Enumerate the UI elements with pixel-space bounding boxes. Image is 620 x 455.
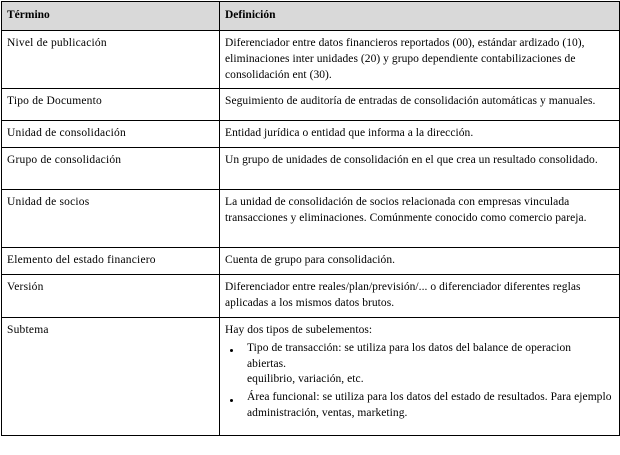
definition-cell: Cuenta de grupo para consolidación. — [220, 248, 620, 275]
bullet-text: Área funcional: se utiliza para los datos del estado de resultados. Para ejemplo administración, ventas, marketing. — [247, 391, 612, 420]
definition-cell: La unidad de consolidación de socios relacionada con empresas vinculada transacciones y eliminaciones. Comúnmente conocido como comercio pareja. — [220, 190, 620, 248]
table-row — [2, 190, 620, 248]
bullet-dot-icon — [230, 349, 233, 352]
definition-cell: Diferenciador entre reales/plan/previsión/... o diferenciador diferentes reglas aplicadas a los mismos datos brutos. — [220, 275, 620, 318]
definition-cell: Diferenciador entre datos financieros reportados (00), estándar ardizado (10), eliminaciones inter unidades (20) y grupo dependiente contabilizaciones de consolidación ent (30). — [220, 30, 620, 89]
table-row — [2, 30, 620, 89]
column-header-term: Término — [2, 2, 220, 31]
term-cell: Versión — [2, 275, 220, 318]
definition-cell: Un grupo de unidades de consolidación en el que crea un resultado consolidado. — [220, 148, 620, 190]
term-cell: Nivel de publicación — [2, 30, 220, 89]
definition-intro: Hay dos tipos de subelementos: — [225, 323, 373, 336]
term-cell: Unidad de consolidación — [2, 121, 220, 148]
table-row — [2, 148, 620, 190]
table-row — [2, 89, 620, 121]
term-cell: Subtema — [2, 317, 220, 435]
document-page — [0, 1, 620, 455]
list-item — [225, 341, 613, 389]
definition-cell — [220, 317, 620, 435]
bullet-dot-icon — [230, 399, 233, 402]
bullet-text: Tipo de transacción: se utiliza para los datos del balance de operacion abiertas. — [247, 341, 572, 370]
glossary-table — [1, 1, 620, 436]
bullet-subtext: equilibrio, variación, etc. — [247, 373, 364, 386]
list-item — [225, 390, 613, 422]
definition-bullet-list — [225, 341, 613, 422]
term-cell: Tipo de Documento — [2, 89, 220, 121]
table-row — [2, 248, 620, 275]
term-cell: Elemento del estado financiero — [2, 248, 220, 275]
table-row — [2, 275, 620, 318]
term-cell: Grupo de consolidación — [2, 148, 220, 190]
table-row — [2, 317, 620, 435]
column-header-definition: Definición — [220, 2, 620, 31]
term-cell: Unidad de socios — [2, 190, 220, 248]
table-row — [2, 121, 620, 148]
definition-cell: Seguimiento de auditoría de entradas de consolidación automáticas y manuales. — [220, 89, 620, 121]
definition-cell: Entidad jurídica o entidad que informa a la dirección. — [220, 121, 620, 148]
table-header-row — [2, 2, 620, 31]
